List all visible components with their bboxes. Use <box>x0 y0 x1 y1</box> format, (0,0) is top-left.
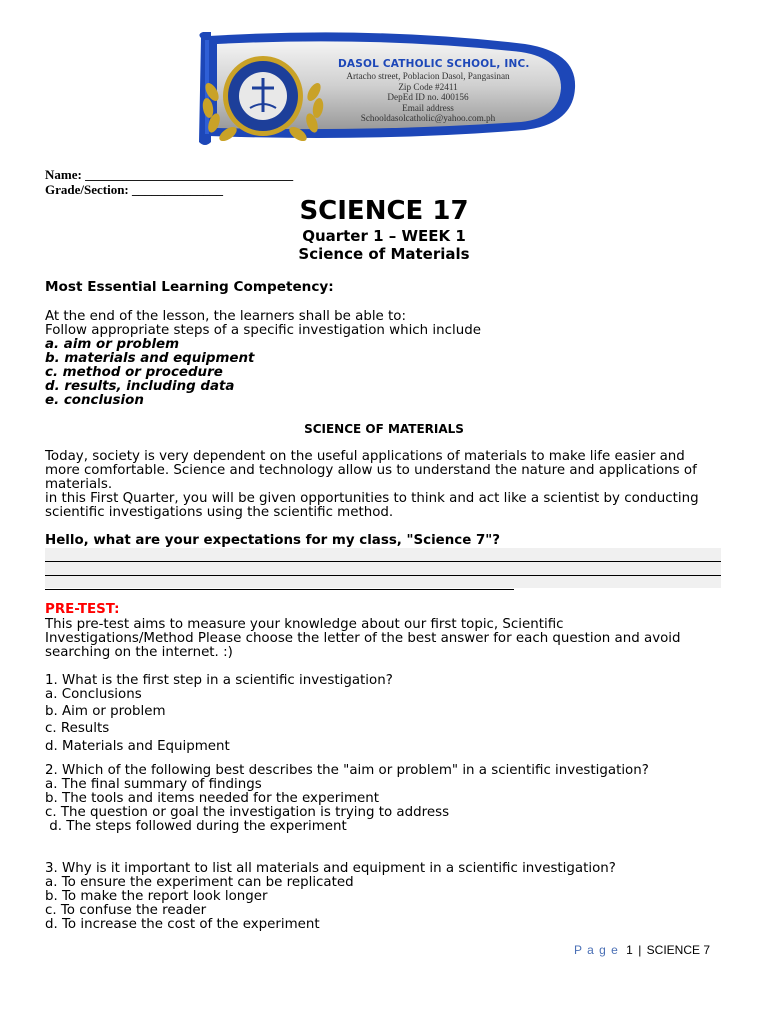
melc-item: e. conclusion <box>45 393 144 408</box>
question-1: 1. What is the first step in a scientific investigation? <box>45 673 393 688</box>
address-line: Zip Code #2411 <box>398 81 458 92</box>
topic-subtitle: Science of Materials <box>298 245 470 263</box>
pretest-label: PRE-TEST: <box>45 602 120 617</box>
paragraph-line: materials. <box>45 477 113 492</box>
name-field-label: Name: ________________________________ <box>45 167 294 182</box>
pretest-instructions-line: searching on the internet. :) <box>45 645 233 660</box>
paragraph-line: more comfortable. Science and technology allow us to understand the nature and applications of <box>45 463 697 478</box>
question-2: 2. Which of the following best describes the "aim or problem" in a scientific investigation? <box>45 763 649 778</box>
paragraph-line: in this First Quarter, you will be given opportunities to think and act like a scientist by conducting <box>45 491 699 506</box>
page-word: P a g e <box>574 943 619 957</box>
melc-heading: Most Essential Learning Competency: <box>45 279 334 295</box>
answer-option: c. To confuse the reader <box>45 903 207 918</box>
address-line: DepEd ID no. 400156 <box>387 92 469 103</box>
quarter-subtitle: Quarter 1 – WEEK 1 <box>302 227 466 245</box>
melc-item: d. results, including data <box>45 379 235 394</box>
page-footer <box>574 943 710 957</box>
answer-line <box>45 575 721 576</box>
email-line: Schooldasolcatholic@yahoo.com.ph <box>360 113 496 124</box>
melc-intro: At the end of the lesson, the learners shall be able to: <box>45 309 407 324</box>
answer-option: b. To make the report look longer <box>45 889 268 904</box>
page-number: 1 <box>626 943 633 957</box>
grade-section-field-label: Grade/Section: ______________ <box>45 182 224 197</box>
footer-subject: SCIENCE 7 <box>646 943 711 957</box>
answer-area[interactable] <box>45 548 721 588</box>
paragraph-line: scientific investigations using the scientific method. <box>45 505 394 520</box>
melc-intro: Follow appropriate steps of a specific investigation which include <box>45 323 481 338</box>
answer-option: b. Aim or problem <box>45 704 166 719</box>
answer-option: b. The tools and items needed for the experiment <box>45 791 379 806</box>
melc-item: a. aim or problem <box>45 337 180 352</box>
school-seal-icon <box>198 52 328 144</box>
answer-option: c. The question or goal the investigation is trying to address <box>45 805 450 820</box>
address-line: Artacho street, Poblacion Dasol, Pangasinan <box>346 71 510 81</box>
question-3: 3. Why is it important to list all materials and equipment in a scientific investigation? <box>45 861 616 876</box>
answer-option: a. To ensure the experiment can be replicated <box>45 875 354 890</box>
answer-option: a. The final summary of findings <box>45 777 262 792</box>
school-address <box>340 71 516 124</box>
answer-option: d. Materials and Equipment <box>45 739 230 754</box>
answer-option: a. Conclusions <box>45 687 142 702</box>
answer-option: c. Results <box>45 721 110 736</box>
answer-option: d. The steps followed during the experiment <box>45 819 347 834</box>
footer-separator: | <box>638 943 642 957</box>
paragraph-line: Today, society is very dependent on the useful applications of materials to make life easier and <box>45 449 685 464</box>
section-heading: SCIENCE OF MATERIALS <box>304 422 464 436</box>
pretest-instructions-line: Investigations/Method Please choose the letter of the best answer for each question and avoid <box>45 631 681 646</box>
expectations-question: Hello, what are your expectations for my class, "Science 7"? <box>45 533 501 548</box>
answer-line <box>45 589 514 590</box>
address-line: Email address <box>402 102 454 113</box>
answer-line <box>45 561 721 562</box>
melc-item: b. materials and equipment <box>45 351 255 366</box>
answer-option: d. To increase the cost of the experiment <box>45 917 320 932</box>
melc-item: c. method or procedure <box>45 365 223 380</box>
pretest-instructions-line: This pre-test aims to measure your knowledge about our first topic, Scientific <box>45 617 564 632</box>
page-title: SCIENCE 17 <box>299 196 469 226</box>
school-name: DASOL CATHOLIC SCHOOL, INC. <box>338 58 530 70</box>
